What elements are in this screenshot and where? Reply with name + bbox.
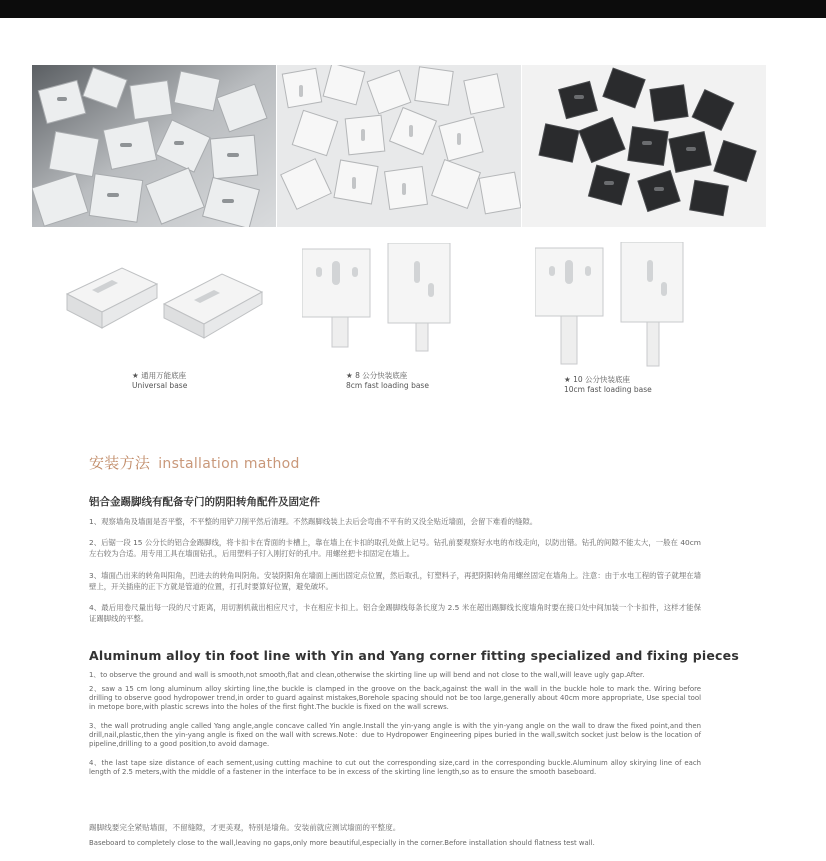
product-universal-base-image [62,254,272,348]
paragraph-cn-3: 3、墙面凸出来的转角叫阳角，凹进去的转角叫阴角。安装阴阳角在墙面上画出固定点位置，然后取孔，钉塑料子，再把阴阳转角用螺丝固定在墙角上。注意：由于水电工程的管子就埋在墙壁上，开关插座的正下方就是管道的位置，打孔时要算好位置，避免破坏。 [89,571,701,591]
caption-en: 8cm fast loading base [346,381,429,390]
heading-cn: 铝合金踢脚线有配备专门的阴阳转角配件及固定件 [89,496,320,508]
top-black-bar [0,0,826,18]
photo-white-clips-pile [32,65,276,227]
section-title [89,452,300,473]
paragraph-en-4: 4、the last tape size distance of each sement,using cutting machine to cut out the corresponding size,card in the corresponding buckle.Aluminum alloy skirying line of each length of 2.5 meters,with the middle of a fastener in the interface to be in excess of the skirting line length,so as to ensure the smooth baseboard. [89,759,701,777]
footer-cn: 踢脚线要完全紧贴墙面，不留缝隙，才更美观，特别是墙角。安装前就应测试墙面的平整度。 [89,823,401,832]
caption-universal-base [132,371,187,391]
heading-en: Aluminum alloy tin foot line with Yin and Yang corner fitting specialized and fixing pieces [89,648,739,663]
photo-white-clips-closeup [277,65,521,227]
paragraph-cn-4: 4、最后用卷尺量出每一段的尺寸距离，用切割机裁出相应尺寸，卡在相应卡扣上。铝合金踢脚线每条长度为 2.5 米在超出踢脚线长度墙角时要在接口处中间加装一个卡扣件，这样才能保证踢脚线的平整。 [89,603,701,623]
photo-black-clips [522,65,766,227]
footer-en: Baseboard to completely close to the wall,leaving no gaps,only more beautiful,especially in the corner.Before installation should flatness test wall. [89,839,595,847]
paragraph-en-1: 1、to observe the ground and wall is smooth,not smooth,flat and clean,otherwise the skirting line up will bend and not close to the wall,will leave ugly gap.After. [89,671,645,679]
caption-10cm-base [564,375,652,395]
caption-cn: ★ 8 公分快装底座 [346,371,408,380]
caption-cn: ★ 10 公分快装底座 [564,375,631,384]
caption-cn: ★ 通用万能底座 [132,371,187,380]
paragraph-cn-2: 2、后锯一段 15 公分长的铝合金踢脚线，将卡扣卡在背面的卡槽上，靠在墙上在卡扣的取孔处做上记号。钻孔前要观察好水电的布线走向，以防出错。钻孔的间隙不能太大，一般在 40cm 左右较为合适。用专用工具在墙面钻孔，后用塑料子钉入刚打好的孔中。用螺丝把卡扣固定在墙上。 [89,538,701,558]
caption-8cm-base [346,371,429,391]
section-title-cn: 安装方法 [89,454,151,472]
paragraph-en-3: 3、the wall protruding angle called Yang angle,angle concave called Yin angle.Install the yin-yang angle is with the yin-yang angle on the wall to draw the fixed point,and then drill,nail,plastic,then the yin-yang angle is fixed on the wall with screws.Note：due to Hydropower Engineering pipes buried in the wall,switch socket just below is the location of pipeline,drilling to a good position,to avoid damage. [89,722,701,749]
caption-en: 10cm fast loading base [564,385,652,394]
product-10cm-base-image [535,242,695,372]
section-title-en: installation mathod [158,456,300,472]
product-8cm-base-image [302,243,462,357]
paragraph-en-2: 2、saw a 15 cm long aluminum alloy skirting line,the buckle is clamped in the groove on the back,against the wall in the wall in the buckle hole to mark the. Wiring before drilling to observe good hydropower trend,in order to guard against mistakes,Borehole spacing should not be too large,generally about 40cm more appropriate, Use special tool in metope bore,with plastic screws into the holes of the first fight.The buckle is fixed on the wall screws. [89,685,701,712]
caption-en: Universal base [132,381,188,390]
paragraph-cn-1: 1、观察墙角及墙面是否平整，不平整的用铲刀削平然后清理。不然踢脚线装上去后会弯曲不平有的又没全贴近墙面，会留下难看的缝隙。 [89,517,538,526]
